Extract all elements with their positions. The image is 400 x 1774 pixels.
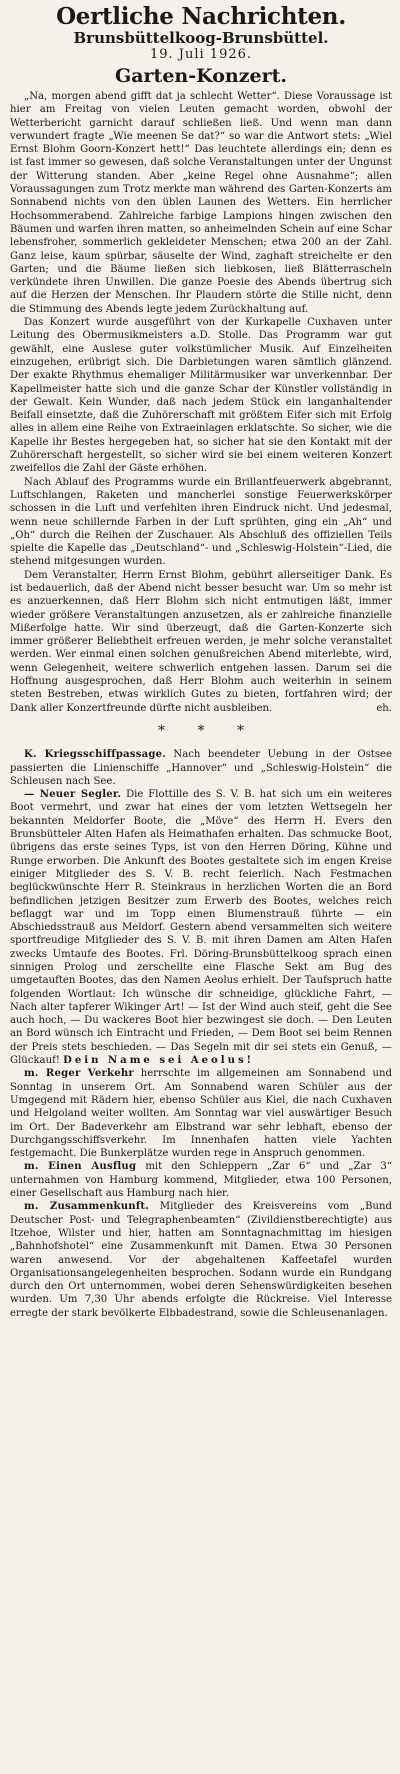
date-line: 19. Juli 1926.	[149, 47, 253, 62]
news-item-lead: — Neuer Segler.	[24, 789, 122, 801]
news-item	[10, 748, 392, 788]
news-item-lead: K. Kriegsschiffpassage.	[24, 749, 166, 761]
news-item-body: mit den Schleppern „Zar 6“ und „Zar 3“ unternahmen von Hamburg kommend, Mitglieder, etwa 100 Personen, einer Gesellschaft aus Hamburg nach hier.	[10, 1161, 392, 1200]
local-news-section	[10, 748, 392, 1320]
news-item-body: Die Flottille des S. V. B. hat sich um ein weiteres Boot vermehrt, und zwar hat eines der vom letzten Wettsegeln her bekannten Meldorfer Boote, die „Möve“ des Herrn H. Evers den Brunsbütteler Alten Hafen als Heimathafen erhalten. Das schmucke Boot, übrigens das erste seines Typs, ist von den Herren Döring, Kühne und Runge erworben. Die Ankunft des Bootes gestaltete sich im engen Kreise einiger Mitglieder des S. V. B. recht feierlich. Nach Festmachen beglückwünschte Herr R. Steinkraus in herzlichen Worten die an Bord befindlichen jetzigen Besitzer zum Erwerb des Bootes, welches reich beflaggt war und im Topp einen Blumenstrauß führte — ein Abschiedsstrauß aus Meldorf. Gestern abend versammelten sich weitere sportfreudige Mitglieder des S. V. B. mit ihren Damen am Alten Hafen zwecks Umtaufe des Bootes. Frl. Döring-Brunsbüttelkoog sprach einen sinnigen Prolog und zerschellte eine Flasche Sekt am Bug des umgetauften Bootes, das den Namen Aeolus erhielt. Der Taufspruch hatte folgenden Wortlaut: Ich wünsche dir schneidige, glückliche Fahrt, — Nach alter tapferer Wikinger Art! — Ist der Wind auch steif, geht die See auch hoch, — Du wackeres Boot hier bezwingest sie doch. — Den Leuten an Bord wünsch ich Eintracht und Frieden, — Dem Boot sei beim Rennen der Preis stets beschieden. — Das Segeln mit dir sei stets ein Genuß, — Glückauf!	[10, 789, 392, 1067]
news-item-lead: m. Zusammenkunft.	[24, 1201, 149, 1213]
article-paragraph: Nach Ablauf des Programms wurde ein Brillantfeuerwerk abgebrannt, Luftschlangen, Raketen und mancherlei sonstige Feuerwerkskörper schossen in die Luft und verfehlten ihren Eindruck nicht. Und jedesmal, wenn neue schillernde Farben in der Luft sprühten, ging ein „Ah“ und „Oh“ durch die Reihen der Zuschauer. Als Abschluß des offiziellen Teils spielte die Kapelle das „Deutschland“- und „Schleswig-Holstein“-Lied, die stehend mitgesungen wurden.	[10, 476, 392, 568]
article-body	[10, 90, 392, 715]
article-paragraph: Das Konzert wurde ausgeführt von der Kurkapelle Cuxhaven unter Leitung des Obermusikmeisters a.D. Stolle. Das Programm war gut gewählt, eine Auslese guter volkstümlicher Musik. Auf Einzelheiten einzugehen, erübrigt sich. Die Darbietungen waren sämtlich glänzend. Der exakte Rhythmus ehemaliger Militärmusiker war unverkennbar. Der Kapellmeister hatte sich und die ganze Schar der Künstler vollständig in der Gewalt. Kein Wunder, daß nach jedem Stück ein langanhaltender Beifall einsetzte, daß die Zuhörerschaft mit größtem Eifer sich mit Erfolg alles in allem eine Reihe von Extraeinlagen erklatschte. So sicher, wie die Kapelle ihr Bestes hergegeben hat, so sicher hat sie den Kontakt mit der Zuhörerschaft hergestellt, so sicher wird sie bei einem weiteren Konzert zweifellos die Zahl der Gäste erhöhen.	[10, 317, 392, 475]
news-item-closing: Dein Name sei Aeolus!	[63, 1055, 255, 1067]
news-item-lead: m. Einen Ausflug	[24, 1161, 137, 1173]
news-item-body: Mitglieder des Kreisvereins vom „Bund Deutscher Post- und Telegraphenbeamten“ (Zivildienstberechtigte) aus Itzehoe, Wilster und hier, hatten am Sonntagnachmittag im hiesigen „Bahnhofshotel“ eine Zusammenkunft mit Damen. Etwa 30 Personen waren anwesend. Vor der abgehaltenen Kaffeetafel wurden Organisationsangelegenheiten besprochen. Sodann wurde ein Rundgang durch den Ort unternommen, wobei deren Sehenswürdigkeiten besehen wurden. Um 7,30 Uhr abends erfolgte die Rückreise. Viel Interesse erregte der stark bevölkerte Elbbadestrand, sowie die Schleusenanlagen.	[10, 1201, 392, 1319]
article-paragraph: Dem Veranstalter, Herrn Ernst Blohm, gebührt allerseitiger Dank. Es ist bedauerlich, daß der Abend nicht besser besucht war. Um so mehr ist es anzuerkennen, daß Herr Blohm sich nicht entmutigen läßt, immer wieder größere Veranstaltungen anzusetzen, als er zahlreiche finanzielle Mißerfolge hatte. Wir sind überzeugt, daß die Garten-Konzerte sich immer größerer Beliebtheit erfreuen werden, je mehr solche veranstaltet werden. Wer einmal einen solchen genußreichen Abend miterlebte, wird, wenn Gelegenheit, weitere schwerlich entgehen lassen. Darum sei die Hoffnung ausgesprochen, daß Herr Blohm auch weiterhin in seinem steten Bestreben, etwas wirklich Gutes zu bieten, fortfahren wird; der Dank aller Konzertfreunde dürfte nicht ausbleiben.	[10, 569, 392, 714]
article-headline: Garten-Konzert.	[115, 65, 287, 87]
article-paragraph: „Na, morgen abend gifft dat ja schlecht Wetter“. Diese Voraussage ist hier am Freitag von vielen Leuten gemacht worden, obwohl der Wetterbericht garnicht darauf schließen ließ. Und wenn man dann verwundert fragte „Wie meenen Se dat?“ so war die Antwort stets: „Wiel Ernst Blohm Goorn-Konzert hett!“ Das leuchtete allerdings ein; denn es ist fast immer so gewesen, daß solche Veranstaltungen unter der Ungunst der Witterung standen. Aber „keine Regel ohne Ausnahme“; allen Voraussagungen zum Trotz merkte man während des Garten-Konzerts am Sonnabend nichts von den üblen Launen des Wetters. Ein herrlicher Hochsommerabend. Zahlreiche farbige Lampions hingen zwischen den Bäumen und warfen ihren matten, so anheimelnden Schein auf eine Schar lebensfroher, sommerlich gekleideter Menschen; etwa 200 an der Zahl. Ganz leise, kaum spürbar, säuselte der Wind, zaghaft streichelte er den Garten; und die Bäume ließen sich liebkosen, ließ Blätterrascheln verkündete ihren Unwillen. Die ganze Poesie des Abends übertrug sich auf die Herzen der Menschen. Ihr Plaudern störte die Stille nicht, denn die Stimmung des Abends legte jedem Zurückhaltung auf.	[10, 91, 392, 315]
news-item-body: herrschte im allgemeinen am Sonnabend und Sonntag in unserem Ort. Am Sonnabend waren Schüler aus der Umgegend mit Rädern hier, ebenso Schüler aus Kiel, die nach Cuxhaven und Helgoland weiter wollten. Am Sonntag war viel auswärtiger Besuch im Ort. Der Badeverkehr am Elbstrand war sehr lebhaft, ebenso der Durchgangsschiffsverkehr. Im Innenhafen hatten viele Yachten festgemacht. Die Bunkerplätze wurden rege in Anspruch genommen.	[10, 1068, 393, 1160]
masthead: Oertliche Nachrichten.	[56, 3, 346, 30]
news-item	[10, 1200, 392, 1320]
news-item	[10, 1160, 392, 1200]
news-item	[10, 1067, 392, 1160]
news-item-body: Nach beendeter Uebung in der Ostsee passierten die Linienschiffe „Hannover“ und „Schleswig-Holstein“ die Schleusen nach See.	[10, 749, 392, 787]
news-item-lead: m. Reger Verkehr	[24, 1068, 134, 1080]
news-item	[10, 788, 392, 1067]
place-line: Brunsbüttelkoog-Brunsbüttel.	[73, 29, 329, 47]
section-separator: * * *	[158, 723, 258, 740]
article-author: eh.	[376, 702, 392, 714]
